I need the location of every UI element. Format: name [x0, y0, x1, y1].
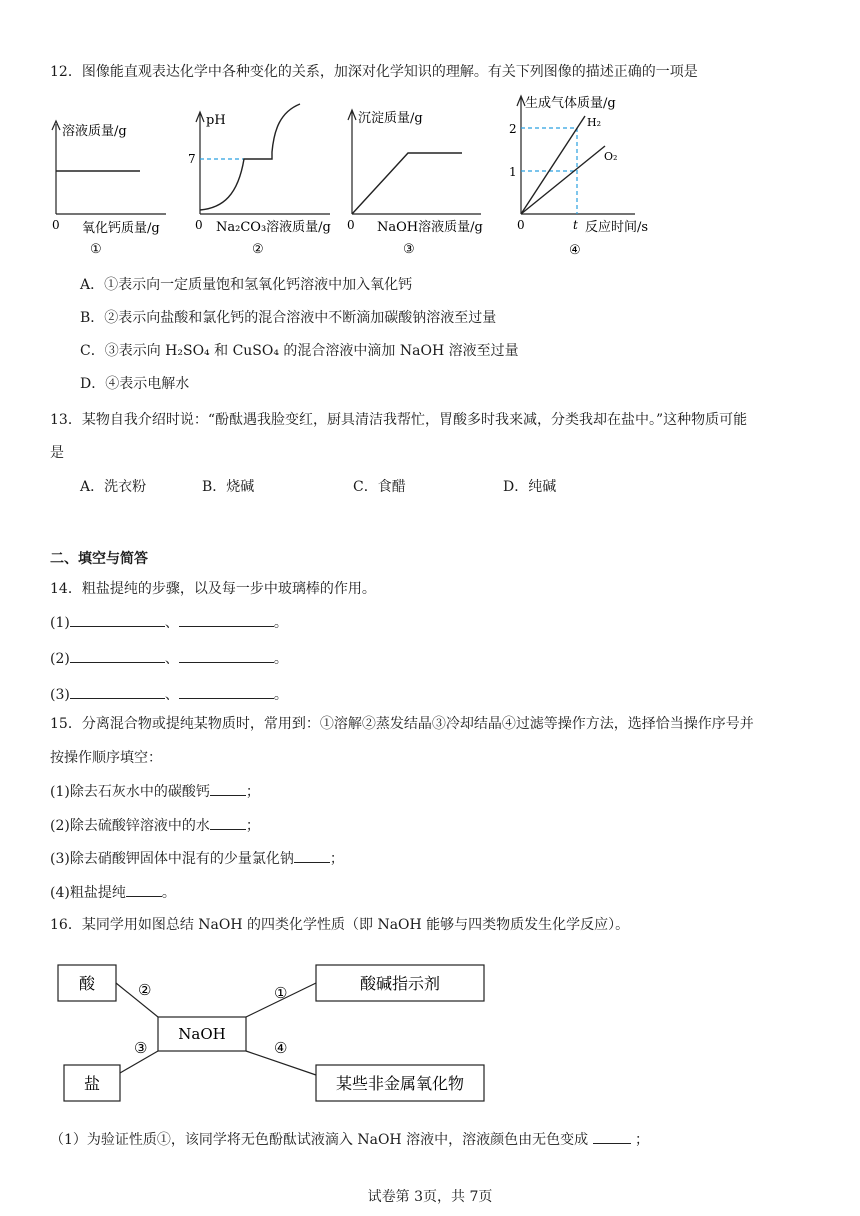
q14-item-3-blank-a[interactable]: [70, 684, 165, 699]
graph-3-number: ③: [403, 242, 415, 257]
connector-acid: [116, 983, 158, 1017]
q12-option-a: A．①表示向一定质量饱和氢氧化钙溶液中加入氧化钙: [80, 277, 413, 293]
q14-item-3: [50, 684, 288, 705]
q14-item-2: [50, 648, 288, 669]
q14-item-1-sep: 、: [164, 615, 179, 631]
box-oxide-label: 某些非金属氧化物: [335, 1074, 465, 1093]
q14-item-1: [50, 612, 288, 633]
q15-item-3-blank[interactable]: [294, 848, 330, 863]
q16-sub-1-blank[interactable]: [593, 1129, 631, 1144]
q15-item-4-end: 。: [161, 885, 176, 901]
q15-item-4: [50, 882, 176, 903]
q15-stem-line2: 按操作顺序填空：: [50, 750, 162, 766]
graph-2-origin: 0: [195, 218, 203, 232]
q15-item-3-text: (3)除去硝酸钾固体中混有的少量氯化钠: [50, 851, 294, 867]
q14-item-2-label: (2): [50, 651, 70, 667]
graph-3-origin: 0: [347, 218, 355, 232]
q14-item-1-label: (1): [50, 615, 70, 631]
q15-item-1-end: ；: [245, 784, 260, 800]
graph-3-xlabel: NaOH溶液质量/g: [377, 220, 483, 235]
box-acid-label: 酸: [78, 974, 96, 993]
q16-sub-1: [50, 1129, 649, 1150]
graph-4-o2-line: [521, 146, 605, 214]
q16-diagram: [50, 955, 500, 1111]
number-1: ①: [274, 984, 288, 1002]
graph-2: [188, 100, 338, 262]
q15-item-1-text: (1)除去石灰水中的碳酸钙: [50, 784, 210, 800]
q16-sub-1-end: ；: [635, 1132, 649, 1148]
box-indicator-label: 酸碱指示剂: [359, 974, 441, 993]
q15-item-1-blank[interactable]: [210, 781, 246, 796]
q15-stem-line1: 15．分离混合物或提纯某物质时，常用到：①溶解②蒸发结晶③冷却结晶④过滤等操作方法，选择恰当操作序号并: [50, 716, 754, 732]
q13-option-b: B．烧碱: [202, 479, 255, 495]
number-4: ④: [274, 1039, 288, 1057]
graph-4-h2-line: [521, 116, 585, 214]
q14-item-3-sep: 、: [164, 687, 179, 703]
q14-item-2-blank-a[interactable]: [70, 648, 165, 663]
graph-4-xlabel: 反应时间/s: [585, 220, 649, 235]
q15-item-3-end: ；: [329, 851, 344, 867]
graph-2-xlabel: Na₂CO₃溶液质量/g: [216, 220, 331, 235]
q14-item-3-blank-b[interactable]: [179, 684, 274, 699]
q14-item-2-blank-b[interactable]: [179, 648, 274, 663]
q15-item-2-blank[interactable]: [210, 815, 246, 830]
q14-item-1-blank-b[interactable]: [179, 612, 274, 627]
q14-item-1-blank-a[interactable]: [70, 612, 165, 627]
q14-stem: 14．粗盐提纯的步骤，以及每一步中玻璃棒的作用。: [50, 581, 376, 597]
box-naoh-label: NaOH: [178, 1025, 226, 1043]
q14-item-2-end: 。: [273, 651, 288, 667]
q13-option-a: A．洗衣粉: [80, 479, 147, 495]
graph-2-number: ②: [252, 242, 264, 257]
q12-stem: 12．图像能直观表达化学中各种变化的关系，加深对化学知识的理解。有关下列图像的描述正确的一项是: [50, 64, 698, 80]
number-3: ③: [134, 1039, 148, 1057]
graph-1-ylabel: 溶液质量/g: [62, 124, 127, 139]
graph-4-ylabel: 生成气体质量/g: [525, 96, 616, 111]
q14-item-1-end: 。: [273, 615, 288, 631]
graph-4-tick-1: 1: [509, 165, 517, 179]
q13-stem-line1: 13．某物自我介绍时说：“酚酞遇我脸变红，厨具清洁我帮忙，胃酸多时我来减，分类我却在盐中。”这种物质可能: [50, 412, 748, 428]
graph-4-number: ④: [569, 243, 581, 258]
graph-1-number: ①: [90, 242, 102, 257]
q12-option-c: C．③表示向 H₂SO₄ 和 CuSO₄ 的混合溶液中滴加 NaOH 溶液至过量: [80, 343, 519, 359]
q15-item-2-end: ；: [245, 818, 260, 834]
section-2-heading: 二、填空与简答: [50, 551, 148, 567]
q15-item-3: [50, 848, 344, 869]
q15-item-2-text: (2)除去硫酸锌溶液中的水: [50, 818, 210, 834]
q15-item-1: [50, 781, 260, 802]
q13-option-d: D．纯碱: [503, 479, 557, 495]
graph-4-o2-label: O₂: [604, 150, 618, 163]
graph-4-tick-t: t: [573, 218, 578, 232]
graph-1-xlabel: 氧化钙质量/g: [82, 221, 160, 236]
graph-1-origin: 0: [52, 218, 60, 232]
graph-2-ylabel: pH: [206, 113, 226, 128]
q14-item-3-label: (3): [50, 687, 70, 703]
graph-4-tick-2: 2: [509, 122, 517, 136]
graph-4-origin: 0: [517, 218, 525, 232]
q15-item-4-text: (4)粗盐提纯: [50, 885, 126, 901]
page-footer: 试卷第 3页，共 7页: [367, 1189, 493, 1205]
box-salt-label: 盐: [83, 1074, 101, 1093]
graph-2-tick-7: 7: [188, 152, 196, 166]
q13-option-c: C．食醋: [353, 479, 406, 495]
number-2: ②: [138, 981, 152, 999]
q15-item-4-blank[interactable]: [126, 882, 162, 897]
q13-stem-line2: 是: [50, 445, 64, 461]
graph-3-curve: [352, 153, 462, 214]
graph-4-h2-label: H₂: [587, 116, 602, 129]
q16-stem: 16．某同学用如图总结 NaOH 的四类化学性质（即 NaOH 能够与四类物质发生化学反应）。: [50, 917, 630, 933]
q14-item-3-end: 。: [273, 687, 288, 703]
q15-item-2: [50, 815, 260, 836]
graph-3: [345, 100, 487, 262]
graph-4: [505, 88, 665, 262]
q12-option-d: D．④表示电解水: [80, 376, 190, 392]
q16-sub-1-text: （1）为验证性质①，该同学将无色酚酞试液滴入 NaOH 溶液中，溶液颜色由无色变成: [50, 1132, 589, 1148]
graph-1: [46, 116, 176, 262]
q12-option-b: B．②表示向盐酸和氯化钙的混合溶液中不断滴加碳酸钠溶液至过量: [80, 310, 497, 326]
q14-item-2-sep: 、: [164, 651, 179, 667]
graph-3-ylabel: 沉淀质量/g: [358, 111, 423, 126]
